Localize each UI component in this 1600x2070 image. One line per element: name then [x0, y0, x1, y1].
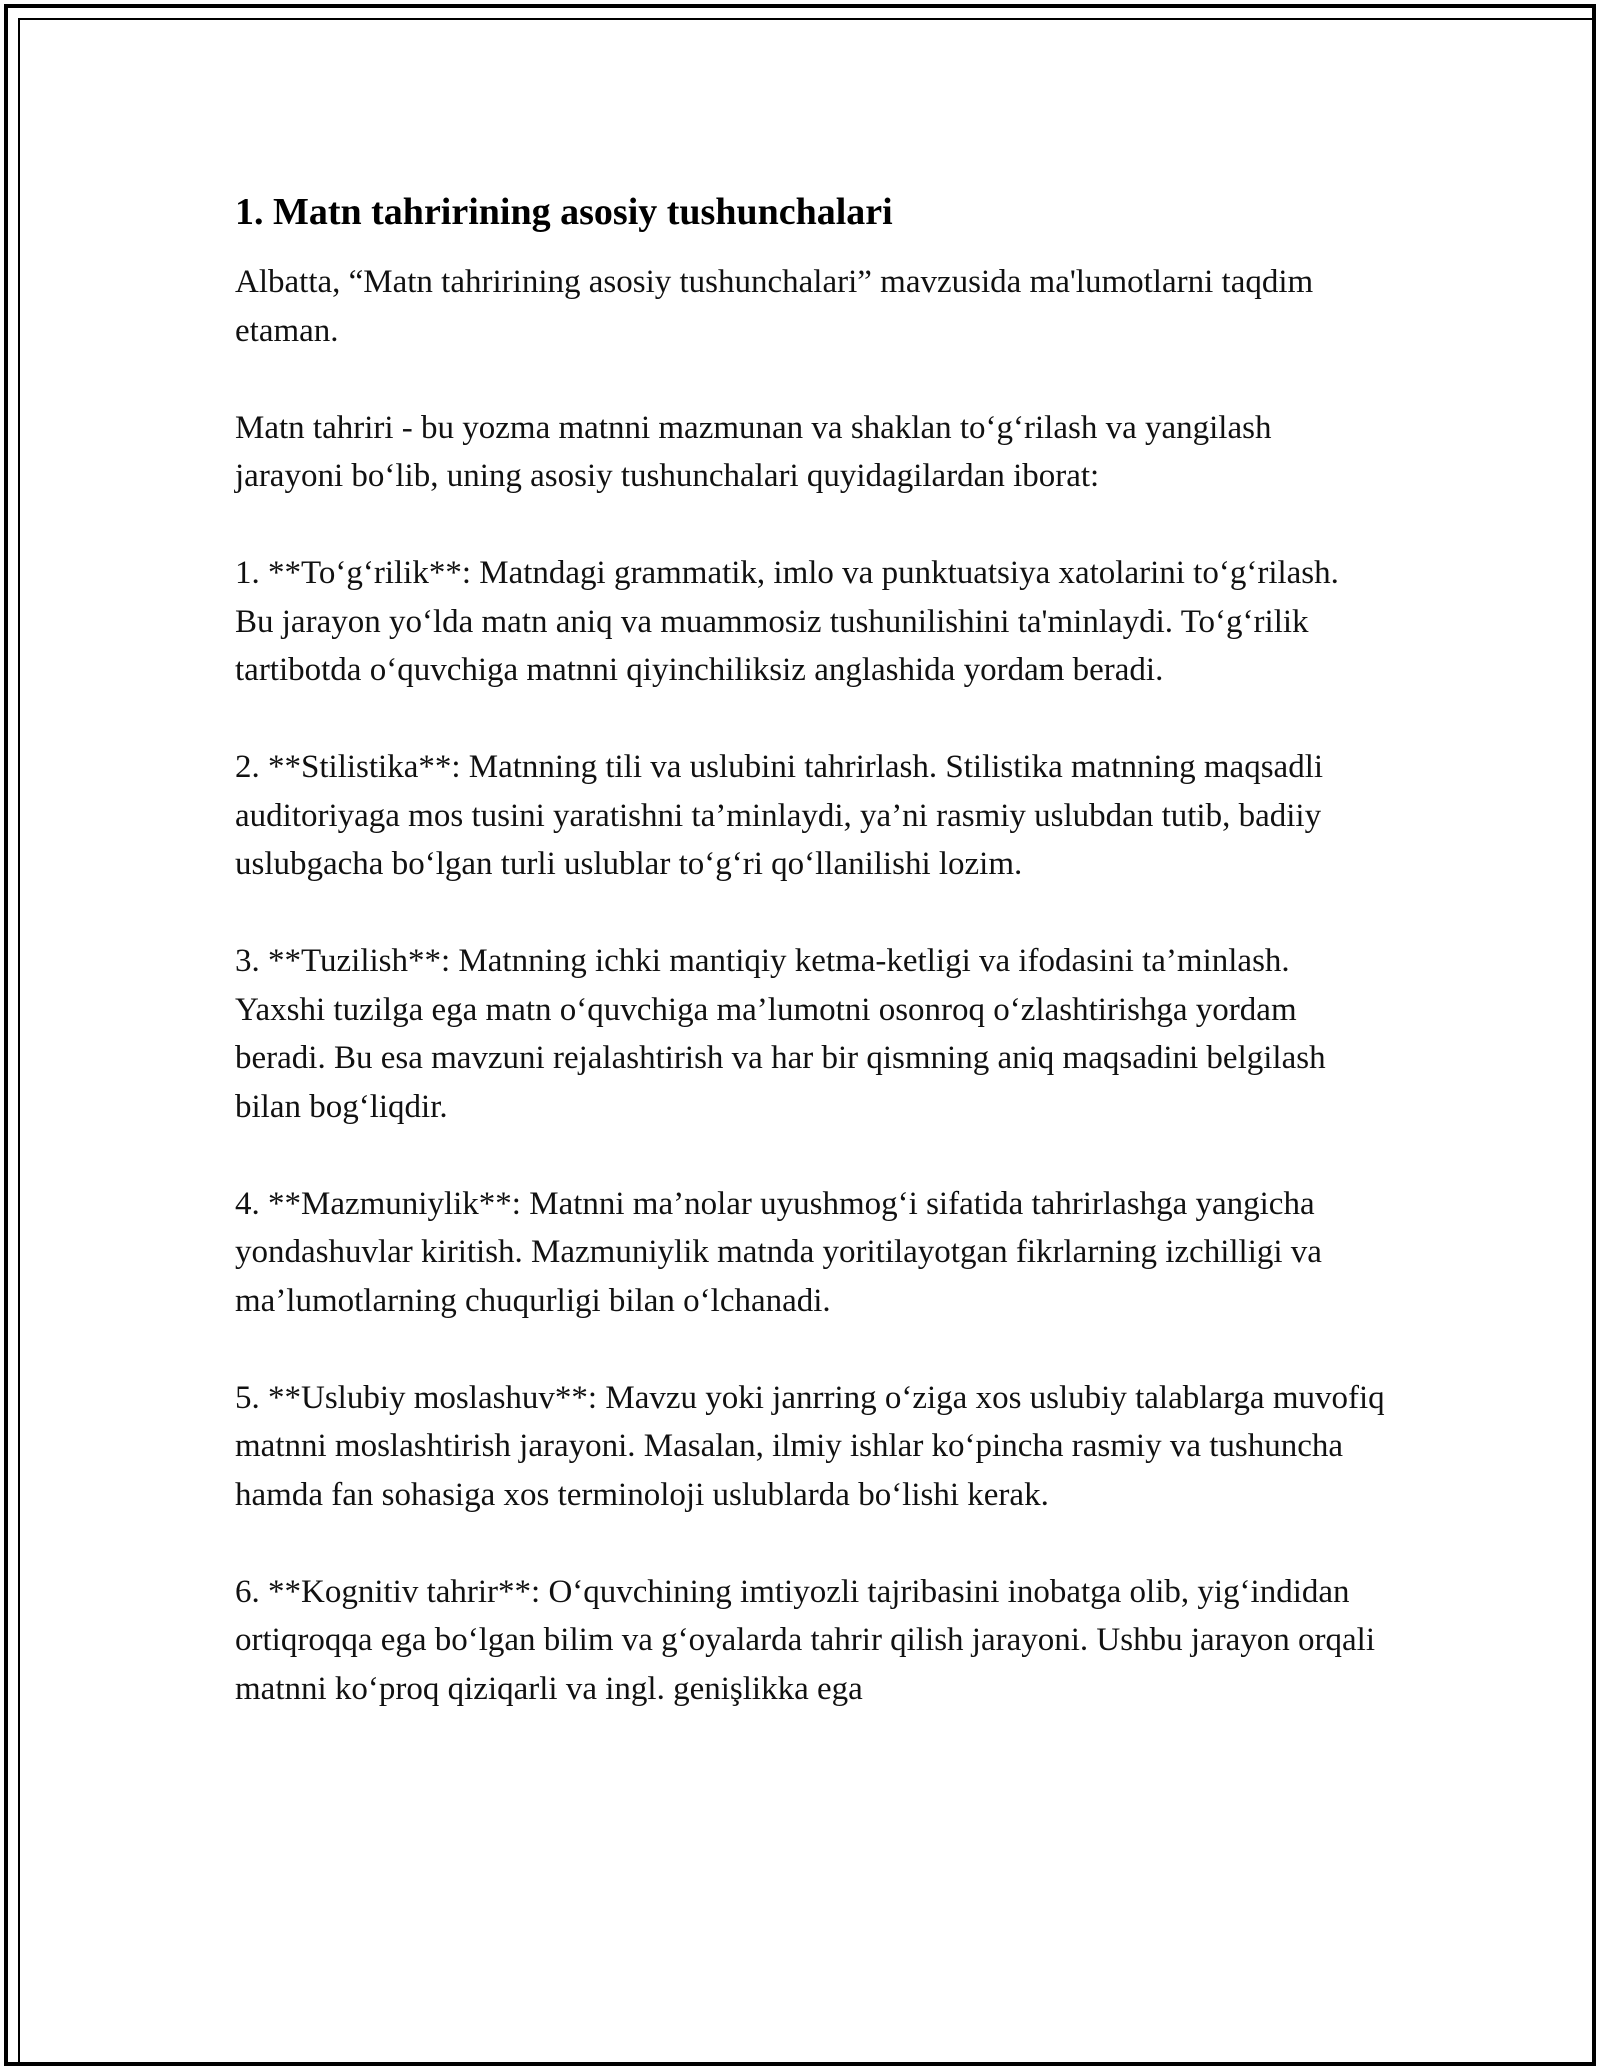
list-item-correctness: 1. **To‘g‘rilik**: Matndagi grammatik, imlo va punktuatsiya xatolarini to‘g‘rilash. Bu jarayon yo‘lda matn aniq va muammosiz tushunilishini ta'minlaydi. To‘g‘rilik tartibotda o‘quvchiga matnni qiyinchiliksiz anglashida yordam beradi. — [235, 555, 1339, 688]
definition-paragraph: Matn tahriri - bu yozma matnni mazmunan va shaklan to‘g‘rilash va yangilash jarayoni bo‘lib, uning asosiy tushunchalari quyidagilardan iborat: — [235, 409, 1272, 494]
document-heading: 1. Matn tahririning asosiy tushunchalari — [235, 191, 893, 233]
document-body — [235, 188, 1385, 1713]
list-item-structure: 3. **Tuzilish**: Matnning ichki mantiqiy ketma-ketligi va ifodasini ta’minlash. Yaxshi tuzilga ega matn o‘quvchiga ma’lumotni osonroq o‘zlashtirishga yordam beradi. Bu esa mavzuni rejalashtirish va har bir qismning aniq maqsadini belgilash bilan bog‘liqdir. — [235, 943, 1326, 1125]
intro-paragraph: Albatta, “Matn tahririning asosiy tushunchalari” mavzusida ma'lumotlarni taqdim etaman. — [235, 264, 1314, 349]
list-item-cognitive-editing: 6. **Kognitiv tahrir**: O‘quvchining imtiyozli tajribasini inobatga olib, yig‘indidan ortiqroqqa ega bo‘lgan bilim va g‘oyalarda tahrir qilish jarayoni. Ushbu jarayon orqali matnni ko‘proq qiziqarli va ingl. genişlikka ega — [235, 1573, 1375, 1707]
list-item-style-adaptation: 5. **Uslubiy moslashuv**: Mavzu yoki janrring o‘ziga xos uslubiy talablarga muvofiq matnni moslashtirish jarayoni. Masalan, ilmiy ishlar ko‘pincha rasmiy va tushuncha hamda fan sohasiga xos terminoloji uslublarda bo‘lishi kerak. — [235, 1379, 1385, 1513]
list-item-stylistics: 2. **Stilistika**: Matnning tili va uslubini tahrirlash. Stilistika matnning maqsadli auditoriyaga mos tusini yaratishni ta’minlaydi, ya’ni rasmiy uslubdan tutib, badiiy uslubgacha bo‘lgan turli uslublar to‘g‘ri qo‘llanilishi lozim. — [235, 749, 1324, 882]
list-item-content: 4. **Mazmuniylik**: Matnni ma’nolar uyushmog‘i sifatida tahrirlashga yangicha yondashuvlar kiritish. Mazmuniylik matnda yoritilayotgan fikrlarning izchilligi va ma’lumotlarning chuqurligi bilan o‘lchanadi. — [235, 1185, 1322, 1319]
